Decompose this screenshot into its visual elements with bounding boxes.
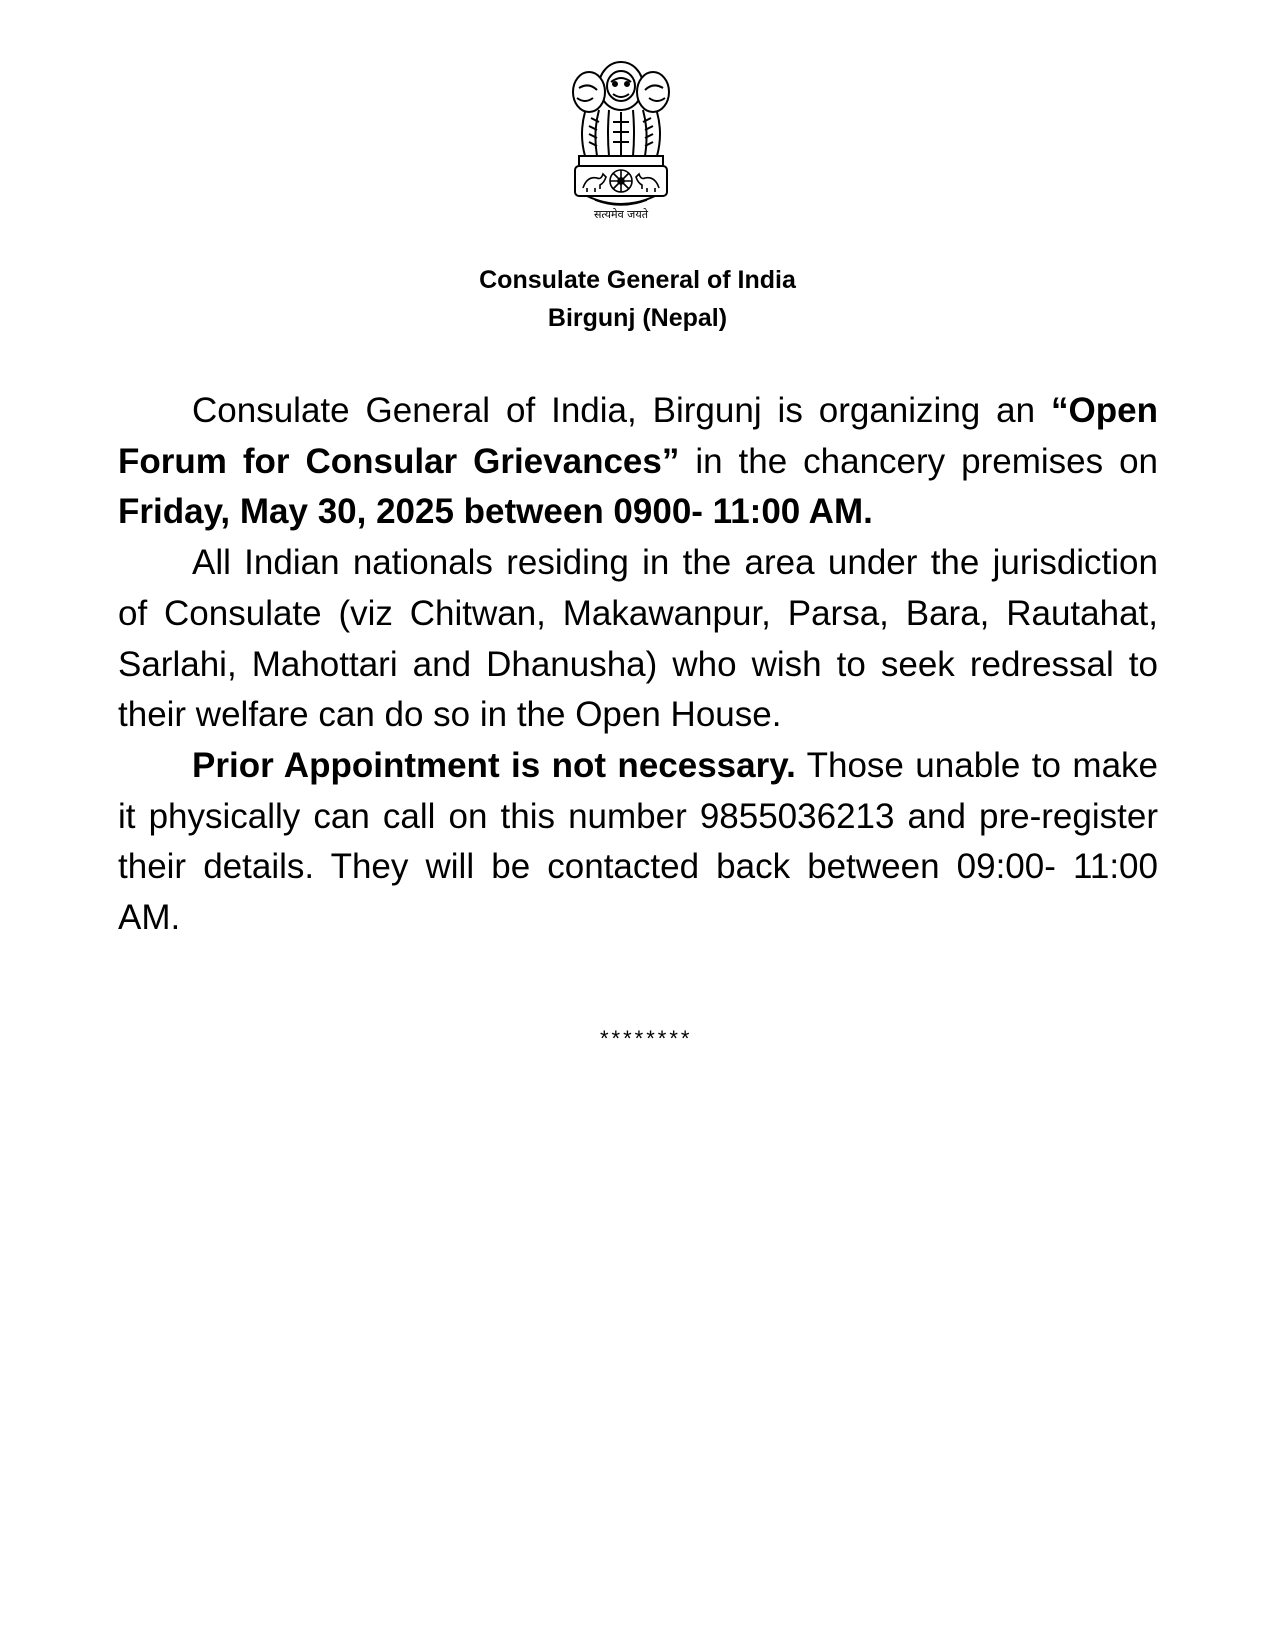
paragraph-announcement (118, 386, 1158, 538)
emblem-motto: सत्यमेव जयते (593, 208, 648, 221)
appointment-note: Prior Appointment is not necessary. (192, 745, 796, 785)
contact-details: Those unable to make it physically can call on this number 9855036213 and pre-register their details. They will be contacted back between 09:00- 11:00 AM. (118, 745, 1158, 938)
paragraph-appointment (118, 741, 1158, 944)
office-location: Birgunj (Nepal) (547, 304, 728, 332)
office-name: Consulate General of India (479, 266, 796, 294)
end-of-notice-marker: ******** (600, 1026, 693, 1051)
paragraph-eligibility: All Indian nationals residing in the area under the jurisdiction of Consulate (viz Chitwan, Makawanpur, Parsa, Bara, Rautahat, Sarlahi, Mahottari and Dhanusha) who wish to seek redressal to their welfare can do so in the Open House. (118, 543, 1158, 735)
national-emblem-icon (565, 52, 677, 232)
notice-body (118, 386, 1158, 944)
event-name: “Open Forum for Consular Grievances” (118, 391, 1158, 481)
event-date-time: Friday, May 30, 2025 between 0900- 11:00 AM. (118, 492, 873, 532)
announcement-intro: Consulate General of India, Birgunj is organizing an (192, 391, 1052, 430)
announcement-middle: in the chancery premises on (679, 441, 1158, 481)
